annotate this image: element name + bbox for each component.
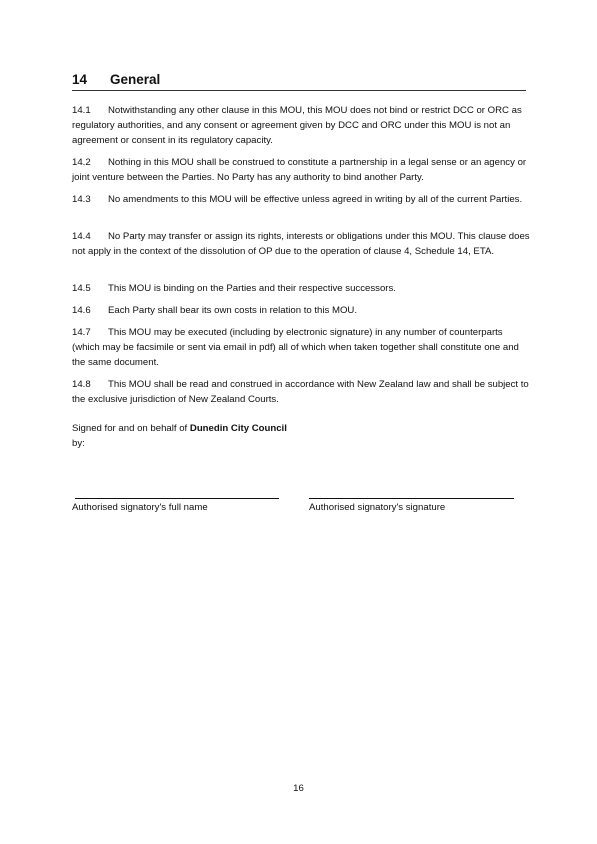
signing-entity: Dunedin City Council [189,423,287,434]
section-number: 14 [72,72,88,87]
clause-14-7 [72,325,530,370]
clause-number: 14.8 [72,379,91,390]
clause-14-8 [72,377,530,407]
clause-number: 14.5 [72,283,91,294]
clause-14-4 [72,229,530,259]
signed-for-text: Signed for and on behalf of [72,423,190,434]
clause-text: Notwithstanding any other clause in this MOU, this MOU does not bind or restrict DCC or ORC as regulatory authorities, and any consent or agreement given by DCC and ORC under this MOU is not an agreement or consent in its regulatory capacity. [72,105,522,146]
full-name-signature-line [75,498,279,499]
clause-14-1 [72,103,530,148]
clause-14-2 [72,155,530,185]
section-title: General [110,72,161,87]
clause-number: 14.7 [72,327,91,338]
clause-text: This MOU may be executed (including by electronic signature) in any number of counterparts (which may be facsimile or sent via email in pdf) all of which when taken together shall constitute one and the same document. [72,327,519,368]
clause-14-6 [72,303,530,318]
clause-text: Nothing in this MOU shall be construed to constitute a partnership in a legal sense or an agency or joint venture between the Parties. No Party has any authority to bind another Party. [72,157,527,183]
by-text: by: [72,438,85,449]
clause-text: This MOU is binding on the Parties and their respective successors. [108,283,396,294]
clause-text: No amendments to this MOU will be effective unless agreed in writing by all of the current Parties. [108,194,523,205]
clause-14-3 [72,192,530,207]
signature-label: Authorised signatory's signature [309,502,446,513]
clause-text: Each Party shall bear its own costs in relation to this MOU. [108,305,358,316]
clause-number: 14.4 [72,231,91,242]
clause-text: No Party may transfer or assign its rights, interests or obligations under this MOU. This clause does not apply in the context of the dissolution of OP due to the operation of clause 4, Schedule 14, ETA. [72,231,530,257]
signature-block-intro [72,421,287,451]
page-number: 16 [293,783,304,794]
signature-line [309,498,514,499]
section-heading [72,72,526,91]
clause-14-5 [72,281,530,296]
full-name-label: Authorised signatory's full name [72,502,208,513]
clause-number: 14.2 [72,157,91,168]
clause-number: 14.6 [72,305,91,316]
clause-number: 14.1 [72,105,91,116]
clause-number: 14.3 [72,194,91,205]
clause-text: This MOU shall be read and construed in accordance with New Zealand law and shall be subject to the exclusive jurisdiction of New Zealand Courts. [72,379,529,405]
